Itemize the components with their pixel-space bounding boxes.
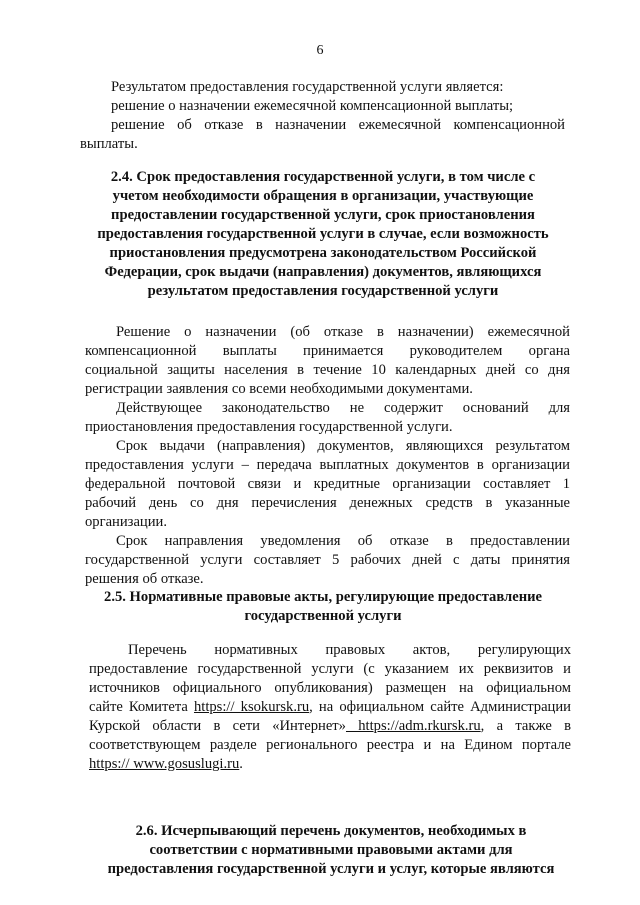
text-fragment: . xyxy=(239,756,243,772)
s25-l1: Перечень нормативных правовых актов, регулирующих xyxy=(128,642,571,658)
s24-p3-l1: Срок выдачи (направления) документов, являющихся результатом xyxy=(116,438,570,454)
heading-line: 2.4. Срок предоставления государственной услуги, в том числе с xyxy=(110,169,536,185)
s25-l6: соответствующем разделе регионального реестра и на Едином портале xyxy=(89,737,571,753)
page-number: 6 xyxy=(316,43,324,58)
ksokursk-link[interactable]: https:// ksokursk.ru xyxy=(193,699,310,715)
section-2-5-heading xyxy=(80,588,566,626)
s24-p2-l1: Действующее законодательство не содержит оснований для xyxy=(116,400,570,416)
heading-line: учетом необходимости обращения в организации, участвующие xyxy=(112,188,534,204)
text-fragment: , а также в xyxy=(480,718,571,734)
gosuslugi-link[interactable]: https:// www.gosuslugi.ru xyxy=(89,756,240,772)
heading-line: соответствии с нормативными правовыми актами для xyxy=(149,842,513,858)
heading-line: результатом предоставления государственной услуги xyxy=(147,283,499,299)
adm-rkursk-link[interactable]: https://adm.rkursk.ru xyxy=(345,718,481,734)
s25-l2: предоставление государственной услуги (с указанием их реквизитов и xyxy=(89,661,571,677)
result-item-2-line-2: выплаты. xyxy=(80,136,138,152)
heading-line: предоставления государственной услуги в случае, если возможность xyxy=(97,226,549,242)
s25-l7 xyxy=(89,755,571,774)
s24-p4-l1: Срок направления уведомления об отказе в предоставлении xyxy=(116,533,570,549)
heading-line: 2.6. Исчерпывающий перечень документов, необходимых в xyxy=(135,823,527,839)
heading-line: 2.5. Нормативные правовые акты, регулирующие предоставление xyxy=(104,589,542,605)
s24-p3-l4: рабочий день со дня перечисления денежных средств в указанные xyxy=(85,495,570,511)
s24-p4-l2: государственной услуги составляет 5 рабочих дней с даты принятия xyxy=(85,552,570,568)
heading-line: государственной услуги xyxy=(244,608,402,624)
s24-p1-l3: социальной защиты населения в течение 10 календарных дней со дня xyxy=(85,362,570,378)
result-item-2-line-1: решение об отказе в назначении ежемесячной компенсационной xyxy=(111,117,565,133)
s25-l3: источников официального опубликования) размещен на официальном xyxy=(89,680,571,696)
s24-p1-l1: Решение о назначении (об отказе в назначении) ежемесячной xyxy=(116,324,570,340)
text-fragment: сайте Комитета xyxy=(89,699,194,715)
result-item-1: решение о назначении ежемесячной компенсационной выплаты; xyxy=(111,98,514,114)
result-lead: Результатом предоставления государственной услуги является: xyxy=(111,79,504,95)
heading-line: Федерации, срок выдачи (направления) документов, являющихся xyxy=(104,264,542,280)
s24-p2-l2: приостановления предоставления государственной услуги. xyxy=(85,419,453,435)
section-2-4-heading xyxy=(80,168,566,301)
s25-l5 xyxy=(89,717,571,736)
section-2-6-heading xyxy=(88,822,574,879)
s25-l4 xyxy=(89,698,571,717)
s24-p1-l2: компенсационной выплаты принимается руководителем органа xyxy=(85,343,570,359)
text-fragment: Курской области в сети «Интернет» xyxy=(89,718,346,734)
s24-p3-l5: организации. xyxy=(85,514,167,530)
s24-p3-l2: предоставления услуги – передача выплатных документов в организации xyxy=(85,457,570,473)
heading-line: предоставления государственной услуги и услуг, которые являются xyxy=(107,861,555,877)
heading-line: приостановления предусмотрена законодательством Российской xyxy=(109,245,537,261)
s24-p1-l4: регистрации заявления со всеми необходимыми документами. xyxy=(85,381,473,397)
s24-p3-l3: федеральной почтовой связи и кредитные организации составляет 1 xyxy=(85,476,570,492)
s24-p4-l3: решения об отказе. xyxy=(85,571,204,587)
text-fragment: , на официальном сайте Администрации xyxy=(309,699,571,715)
heading-line: предоставлении государственной услуги, срок приостановления xyxy=(111,207,535,223)
